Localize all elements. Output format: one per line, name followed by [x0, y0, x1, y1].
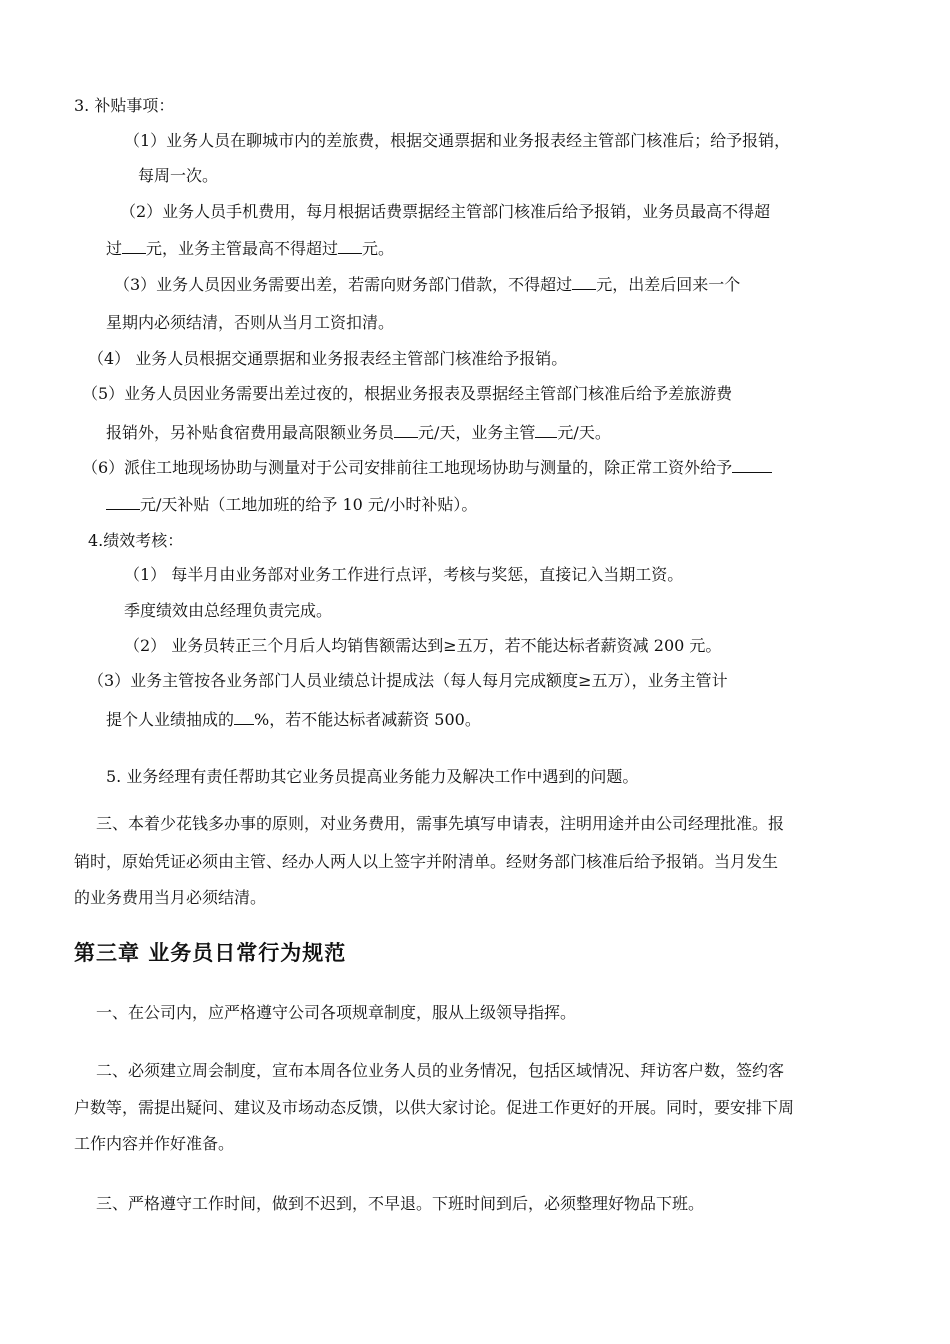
section-3-item-2-line-2: [106, 237, 394, 260]
section-3-item-6-text-a: （6）派住工地现场协助与测量对于公司安排前往工地现场协助与测量的，除正常工资外给予: [82, 458, 733, 477]
section-4-item-2: （2） 业务员转正三个月后人均销售额需达到≥五万，若不能达标者薪资减 200 元。: [124, 636, 722, 655]
section-3-item-3-line-1: [114, 273, 740, 296]
section-3-item-2-text-a: 过: [106, 239, 123, 258]
section-3-item-3-text-a: （3）业务人员因业务需要出差，若需向财务部门借款，不得超过: [114, 275, 573, 294]
paragraph-3-line-2: 销时，原始凭证必须由主管、经办人两人以上签字并附清单。经财务部门核准后给予报销。当月发生: [74, 852, 779, 871]
section-4-item-3-text-a: 提个人业绩抽成的: [106, 710, 235, 729]
fill-in-blank: [234, 708, 254, 725]
section-3-item-4: （4） 业务人员根据交通票据和业务报表经主管部门核准给予报销。: [88, 349, 568, 368]
fill-in-blank: [572, 273, 596, 290]
fill-in-blank: [106, 493, 140, 510]
chapter-3-paragraph-3: 三、严格遵守工作时间，做到不迟到，不早退。下班时间到后，必须整理好物品下班。: [96, 1194, 705, 1213]
section-3-item-5-line-1: （5）业务人员因业务需要出差过夜的，根据业务报表及票据经主管部门核准后给予差旅游费: [82, 384, 733, 403]
section-4-title: 4.绩效考核：: [88, 531, 184, 550]
section-4-item-1-line-1: （1） 每半月由业务部对业务工作进行点评，考核与奖惩，直接记入当期工资。: [124, 565, 684, 584]
section-3-item-5-text-a: 报销外，另补贴食宿费用最高限额业务员: [106, 423, 395, 442]
section-3-item-6-line-1: [82, 456, 772, 479]
section-3-item-6-text-b: 元/天补贴（工地加班的给予 10 元/小时补贴）。: [140, 495, 478, 514]
fill-in-blank: [338, 237, 362, 254]
section-3-item-2-line-1: （2）业务人员手机费用，每月根据话费票据经主管部门核准后给予报销，业务员最高不得超: [120, 202, 771, 221]
section-3-item-5-text-c: 元/天。: [557, 423, 611, 442]
section-4-item-3-text-b: %，若不能达标者减薪资 500。: [254, 710, 481, 729]
fill-in-blank: [122, 237, 146, 254]
chapter-3-paragraph-2-line-1: 二、必须建立周会制度，宣布本周各位业务人员的业务情况，包括区域情况、拜访客户数，签约客: [96, 1061, 785, 1080]
paragraph-3-line-3: 的业务费用当月必须结清。: [74, 888, 267, 907]
fill-in-blank: [394, 421, 418, 438]
chapter-3-paragraph-2-line-3: 工作内容并作好准备。: [74, 1134, 235, 1153]
fill-in-blank: [732, 456, 772, 473]
section-3-item-1-line-2: 每周一次。: [138, 166, 219, 185]
section-3-item-3-text-b: 元，出差后回来一个: [596, 275, 741, 294]
section-4-item-1-line-2: 季度绩效由总经理负责完成。: [124, 601, 333, 620]
section-5: 5. 业务经理有责任帮助其它业务员提高业务能力及解决工作中遇到的问题。: [106, 767, 639, 786]
chapter-3-paragraph-1: 一、在公司内，应严格遵守公司各项规章制度，服从上级领导指挥。: [96, 1003, 577, 1022]
section-3-item-5-line-2: [106, 421, 611, 444]
section-3-title: 3. 补贴事项：: [74, 96, 175, 115]
section-3-item-6-line-2: [106, 493, 477, 516]
section-4-item-3-line-1: （3）业务主管按各业务部门人员业绩总计提成法（每人每月完成额度≥五万），业务主管计: [88, 671, 728, 690]
section-4-item-3-line-2: [106, 708, 481, 731]
section-3-item-2-text-b: 元，业务主管最高不得超过: [146, 239, 339, 258]
section-3-item-5-text-b: 元/天，业务主管: [418, 423, 536, 442]
section-3-item-2-text-c: 元。: [362, 239, 395, 258]
section-3-item-1-line-1: （1）业务人员在聊城市内的差旅费，根据交通票据和业务报表经主管部门核准后；给予报销，: [124, 131, 791, 150]
fill-in-blank: [535, 421, 557, 438]
paragraph-3-line-1: 三、本着少花钱多办事的原则，对业务费用，需事先填写申请表，注明用途并由公司经理批准。报: [96, 814, 785, 833]
chapter-3-paragraph-2-line-2: 户数等，需提出疑问、建议及市场动态反馈，以供大家讨论。促进工作更好的开展。同时，要安排下周: [74, 1098, 795, 1117]
chapter-heading: 第三章 业务员日常行为规范: [74, 941, 347, 965]
section-3-item-3-line-2: 星期内必须结清，否则从当月工资扣清。: [106, 313, 395, 332]
